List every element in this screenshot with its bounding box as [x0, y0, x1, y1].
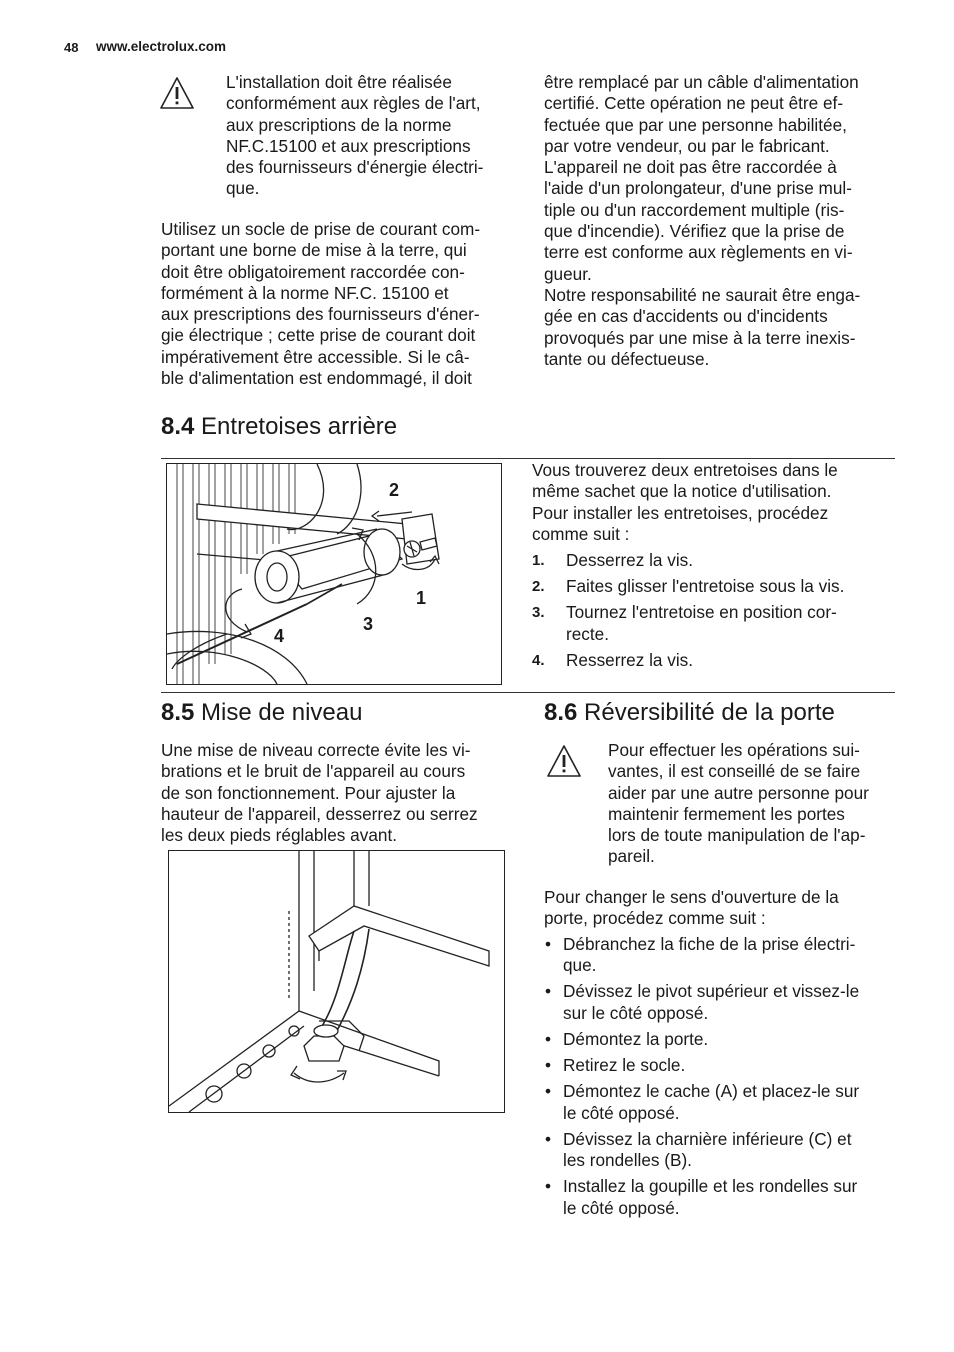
section-heading-8-4 — [161, 413, 397, 441]
section-divider — [161, 692, 895, 693]
section-title: Mise de niveau — [201, 699, 363, 726]
spacer-steps-list — [532, 550, 902, 676]
bullet-text: Dévissez le pivot supérieur et vissez-le sur le côté opposé. — [563, 981, 860, 1023]
paragraph-socket-right: être remplacé par un câble d'alimentation certifié. Cette opération ne peut être ef- fectuée que par une personne habilitée, par votre vendeur, ou par le fabricant. L'appareil ne doit pas être raccordée à l'aide d'un prolongateur, d'une prise mul- tiple ou d'un raccordement multiple (ris- que d'incendie). Vérifiez que la prise de terre est conforme aux règlements en vi- gueur. Notre responsabilité ne saurait être enga- gée en cas d'accidents ou d'incidents provoqués par une mise à la terre inexis- tante ou défectueuse. — [544, 72, 861, 369]
spacer-installation-figure — [166, 463, 502, 685]
bullet: • — [545, 981, 552, 1002]
list-item — [544, 1176, 914, 1219]
step-number: 3. — [532, 604, 545, 622]
website-url: www.electrolux.com — [96, 39, 227, 54]
list-item — [532, 550, 902, 571]
list-item — [532, 650, 902, 671]
door-reversal-list — [544, 934, 914, 1224]
section-divider — [161, 458, 895, 459]
step-text: Tournez l'entretoise en position cor- recte. — [566, 602, 837, 644]
list-item — [544, 981, 914, 1024]
figure-label-4: 4 — [274, 626, 285, 646]
bullet-text: Dévissez la charnière inférieure (C) et les rondelles (B). — [563, 1128, 852, 1171]
warning-text-installation: L'installation doit être réalisée conformément aux règles de l'art, aux prescriptions de la norme NF.C.15100 et aux prescriptions des fournisseurs d'énergie électri- que. — [226, 72, 484, 199]
leveling-text: Une mise de niveau correcte évite les vi- brations et le bruit de l'appareil au cours de son fonctionnement. Pour ajuster la hauteur de l'appareil, desserrez ou serrez les deux pieds réglables avant. — [161, 740, 478, 846]
bullet: • — [545, 1055, 552, 1076]
bullet-text: Débranchez la fiche de la prise électri- que. — [563, 934, 856, 976]
section-heading-8-5 — [161, 699, 362, 727]
list-item — [532, 576, 902, 597]
section-heading-8-6 — [544, 699, 835, 727]
list-item — [544, 1129, 914, 1172]
step-number: 2. — [532, 578, 545, 596]
bullet: • — [545, 1081, 552, 1102]
paragraph-socket-left: Utilisez un socle de prise de courant com- portant une borne de mise à la terre, qui doit être obligatoirement raccordée con- formément à la norme NF.C. 15100 et aux prescriptions des fournisseurs d'éner- gie électrique ; cette prise de courant doit impérativement être accessible. Si le câ- ble d'alimentation est endommagé, il doit — [161, 219, 481, 389]
warning-triangle-icon — [546, 744, 582, 778]
list-item — [544, 1055, 914, 1076]
section-number: 8.4 — [161, 413, 195, 440]
step-number: 4. — [532, 651, 545, 669]
page-number: 48 — [64, 40, 79, 55]
section-number: 8.5 — [161, 699, 195, 726]
bullet-text: Installez la goupille et les rondelles sur le côté opposé. — [563, 1176, 858, 1218]
list-item — [544, 1081, 914, 1124]
spacer-intro-text: Vous trouverez deux entretoises dans le même sachet que la notice d'utilisation. Pour installer les entretoises, procédez comme suit : — [532, 460, 838, 544]
bullet: • — [545, 1028, 552, 1049]
leveling-figure — [168, 850, 505, 1113]
bullet-text: Retirez le socle. — [563, 1055, 686, 1076]
bullet: • — [545, 934, 552, 954]
step-text: Resserrez la vis. — [566, 649, 694, 670]
step-text: Faites glisser l'entretoise sous la vis. — [566, 576, 845, 597]
door-reversal-intro: Pour changer le sens d'ouverture de la porte, procédez comme suit : — [544, 887, 839, 929]
bullet-text: Démontez le cache (A) et placez-le sur le côté opposé. — [563, 1081, 860, 1123]
list-item — [532, 602, 902, 645]
section-number: 8.6 — [544, 699, 578, 726]
figure-label-1: 1 — [416, 588, 427, 608]
bullet-text: Démontez la porte. — [563, 1028, 709, 1049]
list-item — [544, 1029, 914, 1050]
figure-label-2: 2 — [389, 480, 400, 500]
bullet: • — [545, 1176, 552, 1197]
step-text: Desserrez la vis. — [566, 550, 694, 570]
figure-label-3: 3 — [363, 614, 374, 634]
warning-text-door: Pour effectuer les opérations sui- vantes, il est conseillé de se faire aider par une autre personne pour maintenir fermement les portes lors de toute manipulation de l'ap- pareil. — [608, 740, 869, 867]
section-title: Entretoises arrière — [201, 413, 398, 440]
list-item — [544, 934, 914, 977]
step-number: 1. — [532, 552, 545, 569]
bullet: • — [545, 1128, 552, 1149]
warning-triangle-icon — [159, 76, 195, 110]
section-title: Réversibilité de la porte — [584, 699, 835, 726]
